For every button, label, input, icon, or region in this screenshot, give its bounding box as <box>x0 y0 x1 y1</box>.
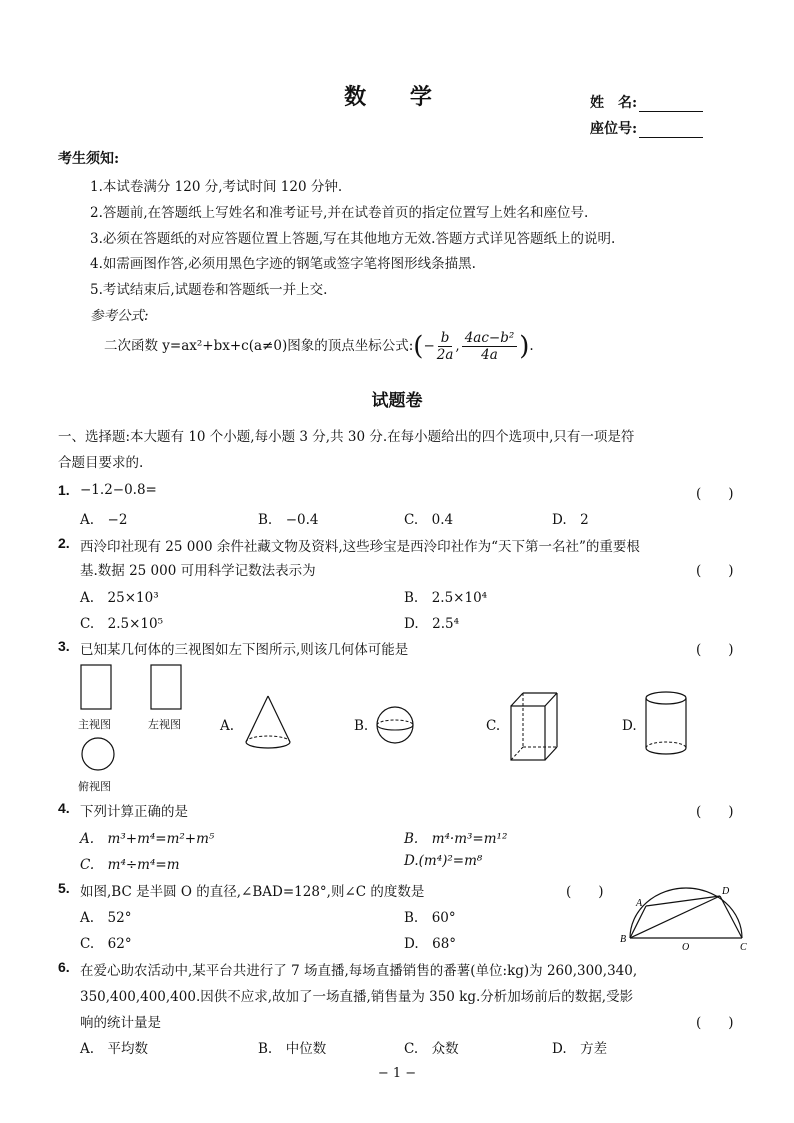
q1-number: 1. <box>58 482 70 498</box>
prism-figure <box>508 690 562 764</box>
section-instructions-line2: 合题目要求的. <box>58 455 144 471</box>
q2-text-line1: 西泠印社现有 25 000 余件社藏文物及资料,这些珍宝是西泠印社作为“天下第一名社”的重要根 <box>80 539 640 555</box>
q2-option-c: C. 2.5×10⁵ <box>80 616 164 632</box>
q4-answer-paren: ( ) <box>696 804 734 820</box>
cone-figure <box>242 694 296 754</box>
q5-answer-paren: ( ) <box>566 884 604 900</box>
q6-option-b: B. 中位数 <box>258 1041 327 1057</box>
q4-option-a: A. m³+m⁴=m²+m⁵ <box>80 831 215 847</box>
formula-frac-2 <box>462 330 518 363</box>
point-c-label: C <box>740 942 747 953</box>
q6-number: 6. <box>58 959 70 975</box>
q3-option-d-label: D. <box>622 718 637 734</box>
frac-2-num: 4ac−b² <box>462 330 518 347</box>
formula-paren-open: ( <box>413 331 424 362</box>
page-title: 数 学 <box>344 84 450 110</box>
q6-option-c: C. 众数 <box>404 1041 459 1057</box>
point-d-label: D <box>722 886 730 897</box>
seat-field <box>590 118 703 138</box>
formula-prefix: 二次函数 y=ax²+bx+c(a≠0)图象的顶点坐标公式: <box>104 338 414 354</box>
q5-option-c: C. 62° <box>80 936 132 952</box>
q2-text-line2: 基.数据 25 000 可用科学记数法表示为 <box>80 563 316 579</box>
left-view-rect <box>150 664 186 712</box>
vertex-formula: 二次函数 y=ax²+bx+c(a≠0)图象的顶点坐标公式:(− $\frac{b}{2a}$ , $\frac{\text{4ac−b²}}{4a}$ ). <box>104 330 534 363</box>
q1-option-a: A. −2 <box>80 512 128 528</box>
q5-text: 如图,BC 是半圆 O 的直径,∠BAD=128°,则∠C 的度数是 <box>80 884 425 900</box>
seat-label: 座位号: <box>590 121 638 137</box>
top-view-circle <box>80 736 120 776</box>
notice-item: 5.考试结束后,试题卷和答题纸一并上交. <box>90 282 328 298</box>
q4-option-d: D.(m⁴)²=m⁸ <box>404 853 483 869</box>
frac-2-den: 4a <box>481 347 498 363</box>
q1-text: −1.2−0.8= <box>80 482 157 498</box>
q3-option-c-label: C. <box>486 718 501 734</box>
notice-item: 1.本试卷满分 120 分,考试时间 120 分钟. <box>90 179 343 195</box>
cylinder-figure <box>644 690 694 760</box>
formula-paren-close: ) <box>519 331 530 362</box>
q4-option-c: C. m⁴÷m⁴=m <box>80 857 180 873</box>
q5-option-d: D. 68° <box>404 936 457 952</box>
section-instructions-line1: 一、选择题:本大题有 10 个小题,每小题 3 分,共 30 分.在每小题给出的四个选项中,只有一项是符 <box>58 429 635 445</box>
notice-title: 考生须知: <box>58 151 120 167</box>
name-label: 姓 名: <box>590 95 638 111</box>
q6-option-a: A. 平均数 <box>80 1041 149 1057</box>
name-field <box>590 92 703 112</box>
q5-number: 5. <box>58 880 70 896</box>
q3-number: 3. <box>58 638 70 654</box>
notice-item: 4.如需画图作答,必须用黑色字迹的钢笔或签字笔将图形线条描黑. <box>90 256 476 272</box>
point-a-label: A <box>636 898 643 909</box>
q4-option-b: B. m⁴·m³=m¹² <box>404 831 508 847</box>
name-blank <box>639 97 703 112</box>
seat-blank <box>639 123 703 138</box>
q3-option-a-label: A. <box>220 718 235 734</box>
q1-option-c: C. 0.4 <box>404 512 454 528</box>
notice-item: 3.必须在答题纸的对应答题位置上答题,写在其他地方无效.答题方式详见答题纸上的说明. <box>90 231 616 247</box>
q2-answer-paren: ( ) <box>696 563 734 579</box>
q5-option-b: B. 60° <box>404 910 456 926</box>
q5-option-a: A. 52° <box>80 910 132 926</box>
q1-answer-paren: ( ) <box>696 486 734 502</box>
q4-number: 4. <box>58 800 70 816</box>
q3-option-b-label: B. <box>354 718 369 734</box>
formula-frac-1 <box>437 330 454 363</box>
front-view-caption: 主视图 <box>78 718 111 731</box>
left-view-caption: 左视图 <box>148 718 181 731</box>
q1-option-b: B. −0.4 <box>258 512 319 528</box>
page-number: − 1 − <box>377 1066 417 1081</box>
reference-label: 参考公式: <box>90 308 149 324</box>
sphere-figure <box>374 704 418 748</box>
q6-text-line2: 350,400,400,400.因供不应求,故加了一场直播,销售量为 350 kg.分析加场前后的数据,受影 <box>80 989 634 1005</box>
section-title: 试题卷 <box>371 391 423 411</box>
point-o-label: O <box>682 942 690 953</box>
q2-number: 2. <box>58 535 70 551</box>
q2-option-b: B. 2.5×10⁴ <box>404 590 488 606</box>
notice-item: 2.答题前,在答题纸上写姓名和准考证号,并在试卷首页的指定位置写上姓名和座位号. <box>90 205 589 221</box>
q2-option-d: D. 2.5⁴ <box>404 616 460 632</box>
q6-option-d: D. 方差 <box>552 1041 608 1057</box>
frac-1-den: 2a <box>436 347 454 363</box>
q2-option-a: A. 25×10³ <box>80 590 159 606</box>
q3-answer-paren: ( ) <box>696 642 734 658</box>
q6-text-line1: 在爱心助农活动中,某平台共进行了 7 场直播,每场直播销售的番薯(单位:kg)为 260,300,340, <box>80 963 638 979</box>
semicircle-figure <box>620 882 750 954</box>
q3-text: 已知某几何体的三视图如左下图所示,则该几何体可能是 <box>80 642 409 658</box>
front-view-rect <box>80 664 116 712</box>
frac-1-num: b <box>438 330 453 347</box>
point-b-label: B <box>620 934 627 945</box>
q6-text-line3: 响的统计量是 <box>80 1015 161 1031</box>
q6-answer-paren: ( ) <box>696 1015 734 1031</box>
top-view-caption: 俯视图 <box>78 780 111 793</box>
q1-option-d: D. 2 <box>552 512 589 528</box>
q4-text: 下列计算正确的是 <box>80 804 188 820</box>
